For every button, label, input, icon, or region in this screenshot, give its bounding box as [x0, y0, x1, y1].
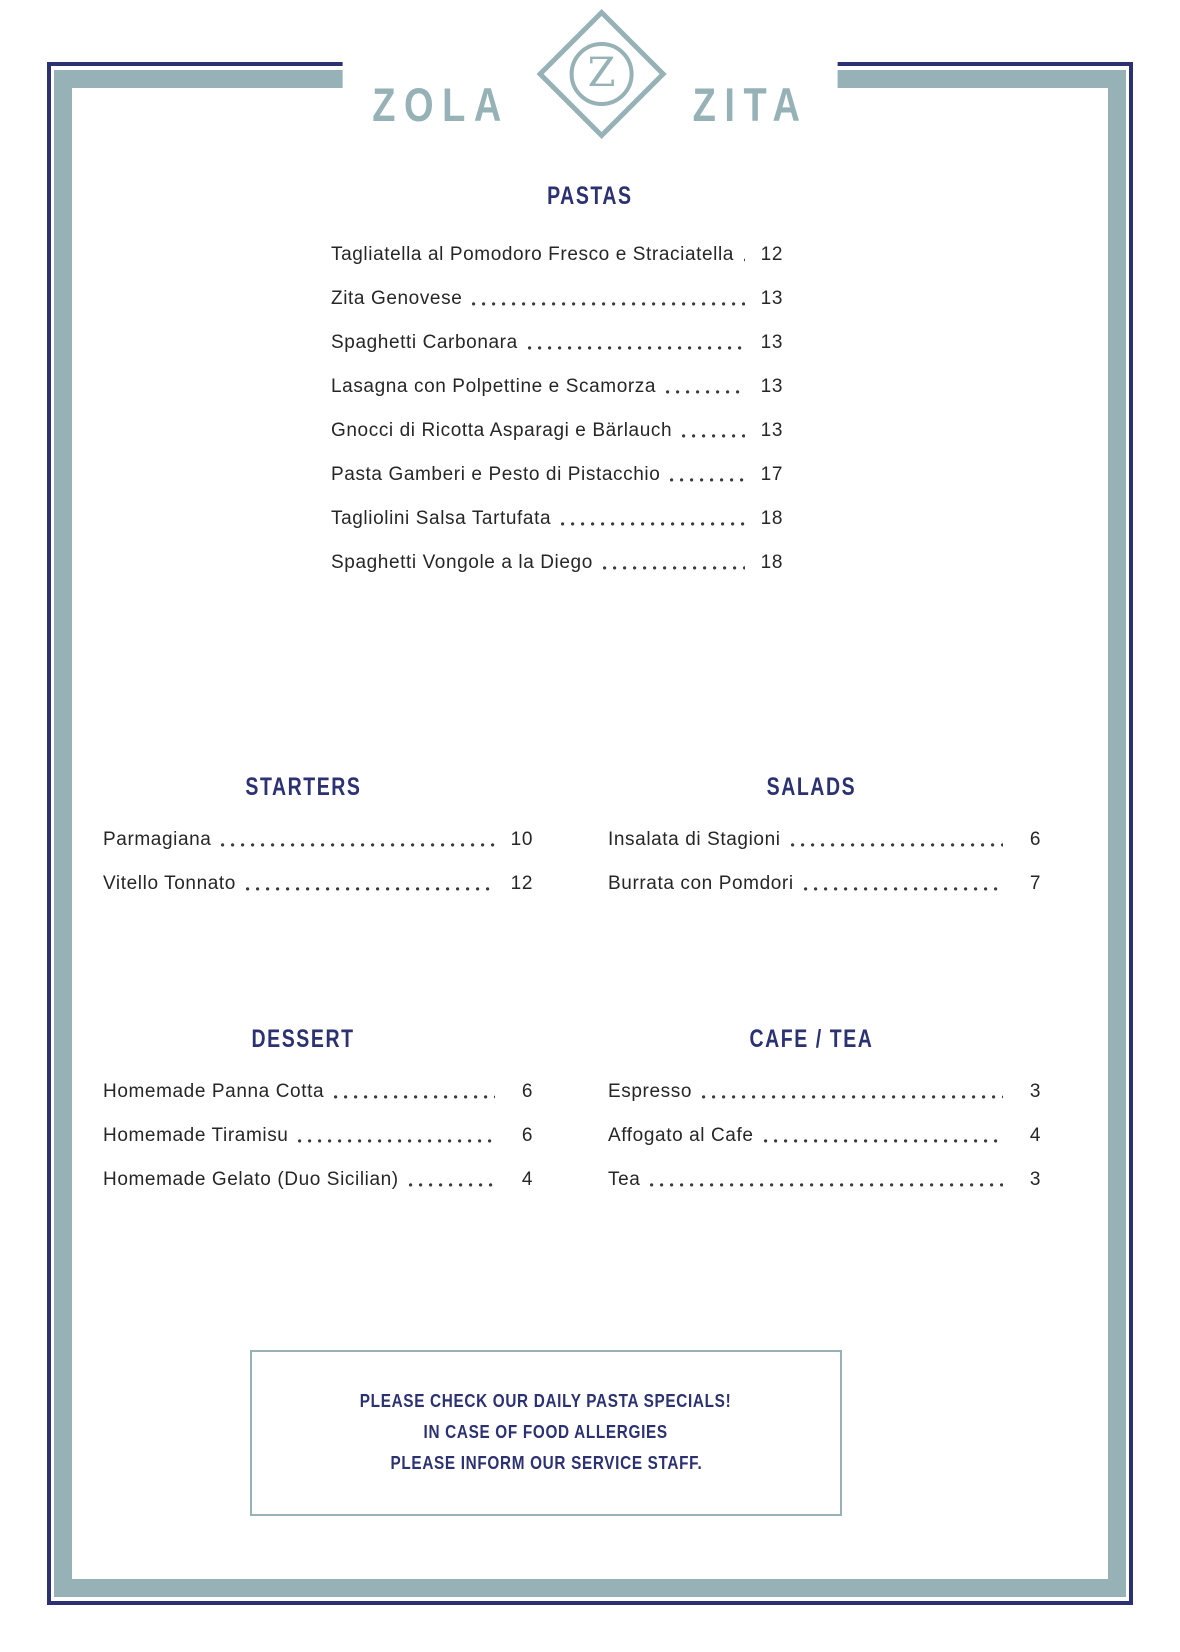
- menu-item-name: Spaghetti Vongole a la Diego: [331, 552, 593, 573]
- notice-line-2: IN CASE OF FOOD ALLERGIES: [423, 1422, 669, 1442]
- dot-leader: [682, 434, 745, 438]
- dot-leader: [298, 1139, 495, 1143]
- section-title-cafe-tea: CAFE / TEA: [749, 1025, 873, 1053]
- dot-leader: [409, 1183, 495, 1187]
- menu-item-name: Pasta Gamberi e Pesto di Pistacchio: [331, 464, 661, 485]
- menu-item-row: [331, 507, 783, 530]
- menu-item-price: 4: [521, 1169, 533, 1190]
- menu-item-price: 18: [760, 508, 783, 529]
- menu-item-name: Affogato al Cafe: [608, 1125, 754, 1146]
- menu-item-price: 13: [760, 376, 783, 397]
- salads-column: [581, 774, 1041, 916]
- menu-item-name: Homemade Tiramisu: [103, 1125, 289, 1146]
- menu-item-price: 12: [510, 873, 533, 894]
- cafe-tea-list: [581, 1080, 1041, 1191]
- dot-leader: [246, 887, 495, 891]
- menu-item-price: 6: [521, 1125, 533, 1146]
- section-title-dessert: DESSERT: [251, 1025, 355, 1053]
- dot-leader: [603, 566, 745, 570]
- menu-item-price: 13: [760, 420, 783, 441]
- menu-item-name: Vitello Tonnato: [103, 873, 236, 894]
- menu-item-name: Gnocci di Ricotta Asparagi e Bärlauch: [331, 420, 673, 441]
- menu-item-price: 12: [760, 244, 783, 265]
- monogram-letter: Z: [587, 50, 616, 96]
- menu-item-row: [331, 551, 783, 574]
- menu-item-row: [331, 287, 783, 310]
- menu-item-name: Zita Genovese: [331, 288, 463, 309]
- dot-leader: [744, 258, 745, 262]
- cafe-tea-column: [581, 1026, 1041, 1212]
- starters-salads-grid: [73, 774, 1107, 916]
- dot-leader: [650, 1183, 1003, 1187]
- menu-item-price: 3: [1029, 1081, 1041, 1102]
- menu-item-name: Burrata con Pomdori: [608, 873, 794, 894]
- section-title-pastas: PASTAS: [547, 182, 633, 210]
- menu-item-price: 3: [1029, 1169, 1041, 1190]
- menu-item-row: [103, 1124, 533, 1147]
- menu-item-row: [103, 828, 533, 851]
- menu-item-row: [103, 1168, 533, 1191]
- menu-item-row: [608, 1168, 1041, 1191]
- menu-item-name: Espresso: [608, 1081, 693, 1102]
- menu-item-row: [331, 243, 783, 266]
- menu-item-name: Lasagna con Polpettine e Scamorza: [331, 376, 657, 397]
- dot-leader: [561, 522, 745, 526]
- dot-leader: [791, 843, 1003, 847]
- menu-item-row: [103, 1080, 533, 1103]
- menu-item-name: Tea: [608, 1169, 641, 1190]
- menu-item-row: [608, 872, 1041, 895]
- dessert-column: [73, 1026, 533, 1212]
- menu-item-price: 6: [1029, 829, 1041, 850]
- menu-item-name: Tagliolini Salsa Tartufata: [331, 508, 552, 529]
- menu-item-row: [103, 872, 533, 895]
- menu-item-price: 6: [521, 1081, 533, 1102]
- menu-item-price: 10: [510, 829, 533, 850]
- menu-item-row: [331, 463, 783, 486]
- dot-leader: [670, 478, 745, 482]
- dessert-list: [73, 1080, 533, 1191]
- dot-leader: [221, 843, 495, 847]
- menu-item-name: Homemade Panna Cotta: [103, 1081, 325, 1102]
- dot-leader: [528, 346, 745, 350]
- dot-leader: [764, 1139, 1003, 1143]
- pastas-list: [331, 243, 783, 574]
- menu-item-row: [331, 331, 783, 354]
- section-title-starters: STARTERS: [244, 773, 362, 801]
- dot-leader: [334, 1095, 495, 1099]
- menu-item-price: 18: [760, 552, 783, 573]
- menu-item-price: 17: [760, 464, 783, 485]
- menu-item-price: 13: [760, 288, 783, 309]
- section-title-salads: SALADS: [766, 773, 856, 801]
- starters-list: [73, 828, 533, 895]
- brand-word-left: ZOLA: [372, 79, 510, 132]
- menu-item-row: [608, 1080, 1041, 1103]
- dessert-cafe-grid: [73, 1026, 1107, 1212]
- menu-item-name: Insalata di Stagioni: [608, 829, 781, 850]
- menu-item-name: Homemade Gelato (Duo Sicilian): [103, 1169, 399, 1190]
- dot-leader: [804, 887, 1003, 891]
- restaurant-logo: [343, 8, 838, 140]
- dot-leader: [666, 390, 745, 394]
- notice-box: [250, 1350, 842, 1516]
- menu-item-name: Tagliatella al Pomodoro Fresco e Straciatella: [331, 244, 734, 265]
- diamond-logo-icon: [535, 8, 667, 140]
- notice-line-3: PLEASE INFORM OUR SERVICE STAFF.: [390, 1453, 702, 1473]
- menu-item-row: [331, 375, 783, 398]
- dot-leader: [702, 1095, 1003, 1099]
- notice-line-1: PLEASE CHECK OUR DAILY PASTA SPECIALS!: [360, 1391, 732, 1411]
- menu-content: [73, 88, 1107, 1579]
- monogram-circle: [569, 42, 633, 106]
- menu-item-name: Spaghetti Carbonara: [331, 332, 518, 353]
- starters-column: [73, 774, 533, 916]
- menu-item-price: 4: [1029, 1125, 1041, 1146]
- menu-item-row: [331, 419, 783, 442]
- menu-item-row: [608, 828, 1041, 851]
- salads-list: [581, 828, 1041, 895]
- menu-item-price: 13: [760, 332, 783, 353]
- menu-item-name: Parmagiana: [103, 829, 212, 850]
- brand-word-right: ZITA: [692, 79, 809, 132]
- dot-leader: [472, 302, 745, 306]
- menu-item-price: 7: [1029, 873, 1041, 894]
- menu-item-row: [608, 1124, 1041, 1147]
